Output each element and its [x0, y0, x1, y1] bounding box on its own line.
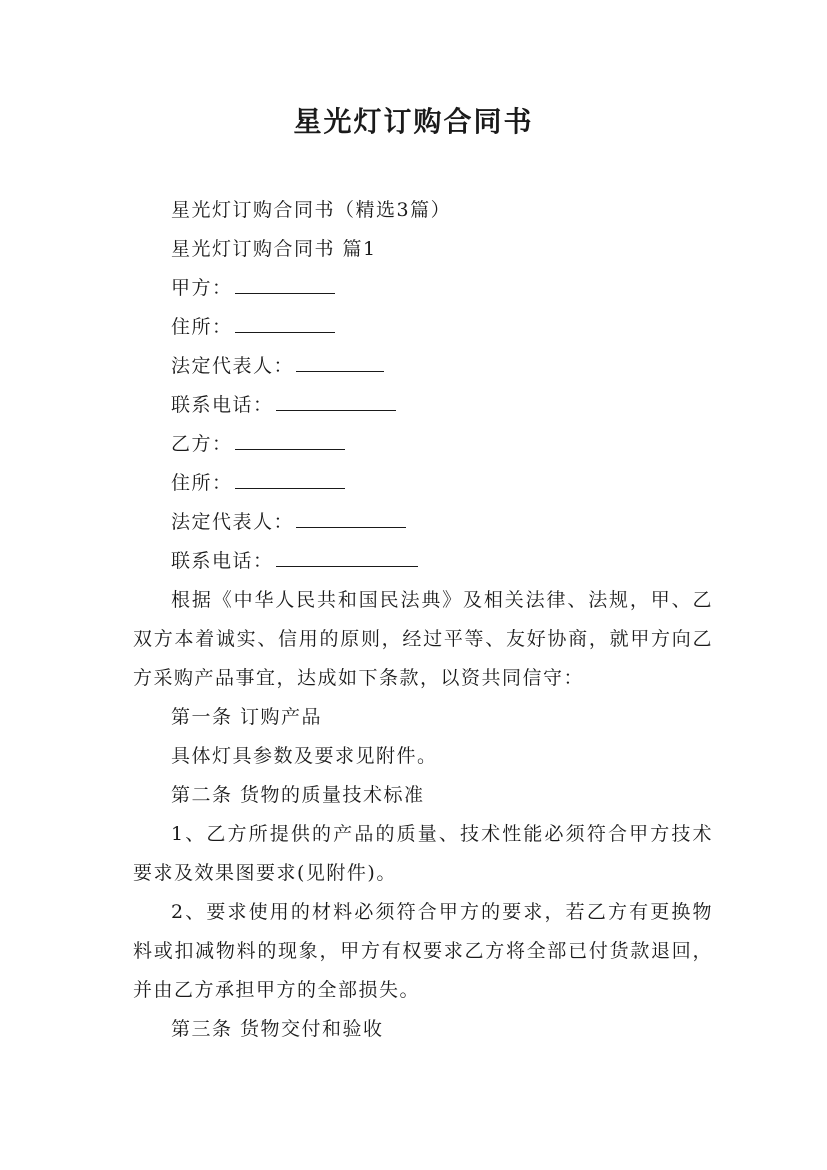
party-b-rep-label: 法定代表人： [171, 511, 295, 533]
party-b-address-label: 住所： [171, 472, 233, 494]
party-b-blank [235, 448, 345, 450]
party-a-address-blank [235, 331, 335, 333]
party-b-label: 乙方： [171, 433, 233, 455]
document-body [133, 191, 713, 1049]
party-a-address-line [133, 308, 713, 347]
preamble-paragraph: 根据《中华人民共和国民法典》及相关法律、法规，甲、乙双方本着诚实、信用的原则，经过平等、友好协商，就甲方向乙方采购产品事宜，达成如下条款，以资共同信守： [133, 589, 713, 689]
party-b-address-blank [235, 487, 345, 489]
party-a-phone-label: 联系电话： [171, 394, 274, 416]
party-a-rep-blank [296, 370, 384, 372]
article2-heading: 第二条 货物的质量技术标准 [171, 784, 425, 806]
party-a-line [133, 269, 713, 308]
party-a-rep-label: 法定代表人： [171, 355, 295, 377]
party-a-label: 甲方： [171, 277, 233, 299]
party-b-phone-label: 联系电话： [171, 550, 274, 572]
subtitle: 星光灯订购合同书（精选3篇） [171, 199, 452, 221]
document-title: 星光灯订购合同书 [293, 105, 534, 138]
article2-item2: 2、要求使用的材料必须符合甲方的要求，若乙方有更换物料或扣减物料的现象，甲方有权要求乙方将全部已付货款退回，并由乙方承担甲方的全部损失。 [133, 901, 713, 1001]
party-a-phone-line [133, 386, 713, 425]
article2-item1: 1、乙方所提供的产品的质量、技术性能必须符合甲方技术要求及效果图要求(见附件)。 [133, 823, 713, 884]
party-a-phone-blank [276, 409, 396, 411]
party-a-address-label: 住所： [171, 316, 233, 338]
article1-text: 具体灯具参数及要求见附件。 [171, 745, 438, 767]
party-b-line [133, 425, 713, 464]
party-b-rep-line [133, 503, 713, 542]
party-b-phone-blank [276, 565, 418, 567]
party-a-blank [235, 292, 335, 294]
article3-heading: 第三条 货物交付和验收 [171, 1018, 384, 1040]
party-b-address-line [133, 464, 713, 503]
article1-heading: 第一条 订购产品 [171, 706, 323, 728]
party-b-phone-line [133, 542, 713, 581]
party-b-rep-blank [296, 526, 406, 528]
section-heading: 星光灯订购合同书 篇1 [171, 238, 377, 260]
party-a-rep-line [133, 347, 713, 386]
